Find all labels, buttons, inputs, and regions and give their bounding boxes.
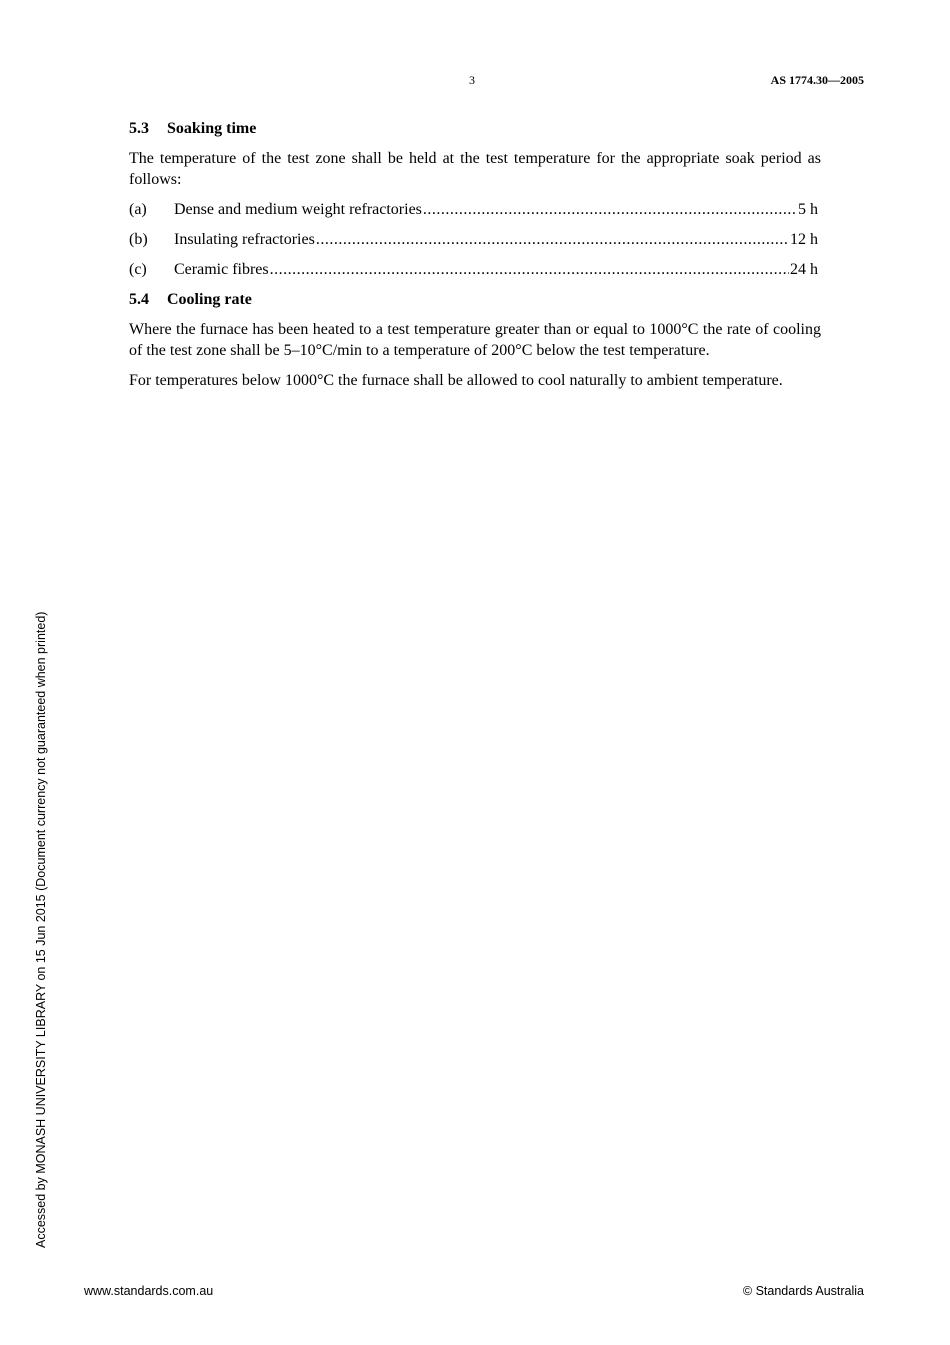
section-cooling-rate	[129, 289, 821, 391]
list-marker: (a)	[129, 201, 147, 218]
footer-website: www.standards.com.au	[84, 1284, 214, 1298]
access-watermark: Accessed by MONASH UNIVERSITY LIBRARY on 15 Jun 2015 (Document currency not guaranteed when printed)	[34, 611, 48, 1248]
list-item-text: Dense and medium weight refractories	[174, 201, 422, 218]
footer-copyright: © Standards Australia	[742, 1284, 864, 1298]
section-heading	[129, 118, 821, 139]
section-number: 5.3	[129, 120, 149, 137]
page-number: 3	[469, 73, 475, 87]
list-item	[129, 259, 818, 280]
section-heading	[129, 289, 821, 310]
soak-period-list	[129, 199, 821, 280]
list-item-text: Ceramic fibres	[174, 261, 269, 278]
list-item-value: 24 h	[790, 261, 818, 278]
list-item-text: Insulating refractories	[174, 231, 315, 248]
document-body	[129, 118, 821, 400]
paragraph: Where the furnace has been heated to a test temperature greater than or equal to 1000°C the rate of cooling of the test zone shall be 5–10°C/min to a temperature of 200°C below the test temperature.	[129, 321, 821, 359]
list-item-value: 5 h	[798, 201, 818, 218]
document-code: AS 1774.30—2005	[770, 73, 864, 87]
list-item-value: 12 h	[790, 231, 818, 248]
dot-leader	[270, 259, 789, 280]
paragraph: For temperatures below 1000°C the furnace shall be allowed to cool naturally to ambient temperature.	[129, 372, 783, 389]
list-marker: (c)	[129, 261, 147, 278]
section-number: 5.4	[129, 291, 149, 308]
section-title: Soaking time	[167, 120, 257, 137]
section-soaking-time	[129, 118, 821, 280]
list-item	[129, 199, 818, 220]
section-title: Cooling rate	[167, 291, 252, 308]
list-marker: (b)	[129, 231, 148, 248]
dot-leader	[423, 199, 797, 220]
list-item	[129, 229, 818, 250]
dot-leader	[316, 229, 789, 250]
paragraph: The temperature of the test zone shall be held at the test temperature for the appropriate soak period as follows:	[129, 150, 821, 188]
